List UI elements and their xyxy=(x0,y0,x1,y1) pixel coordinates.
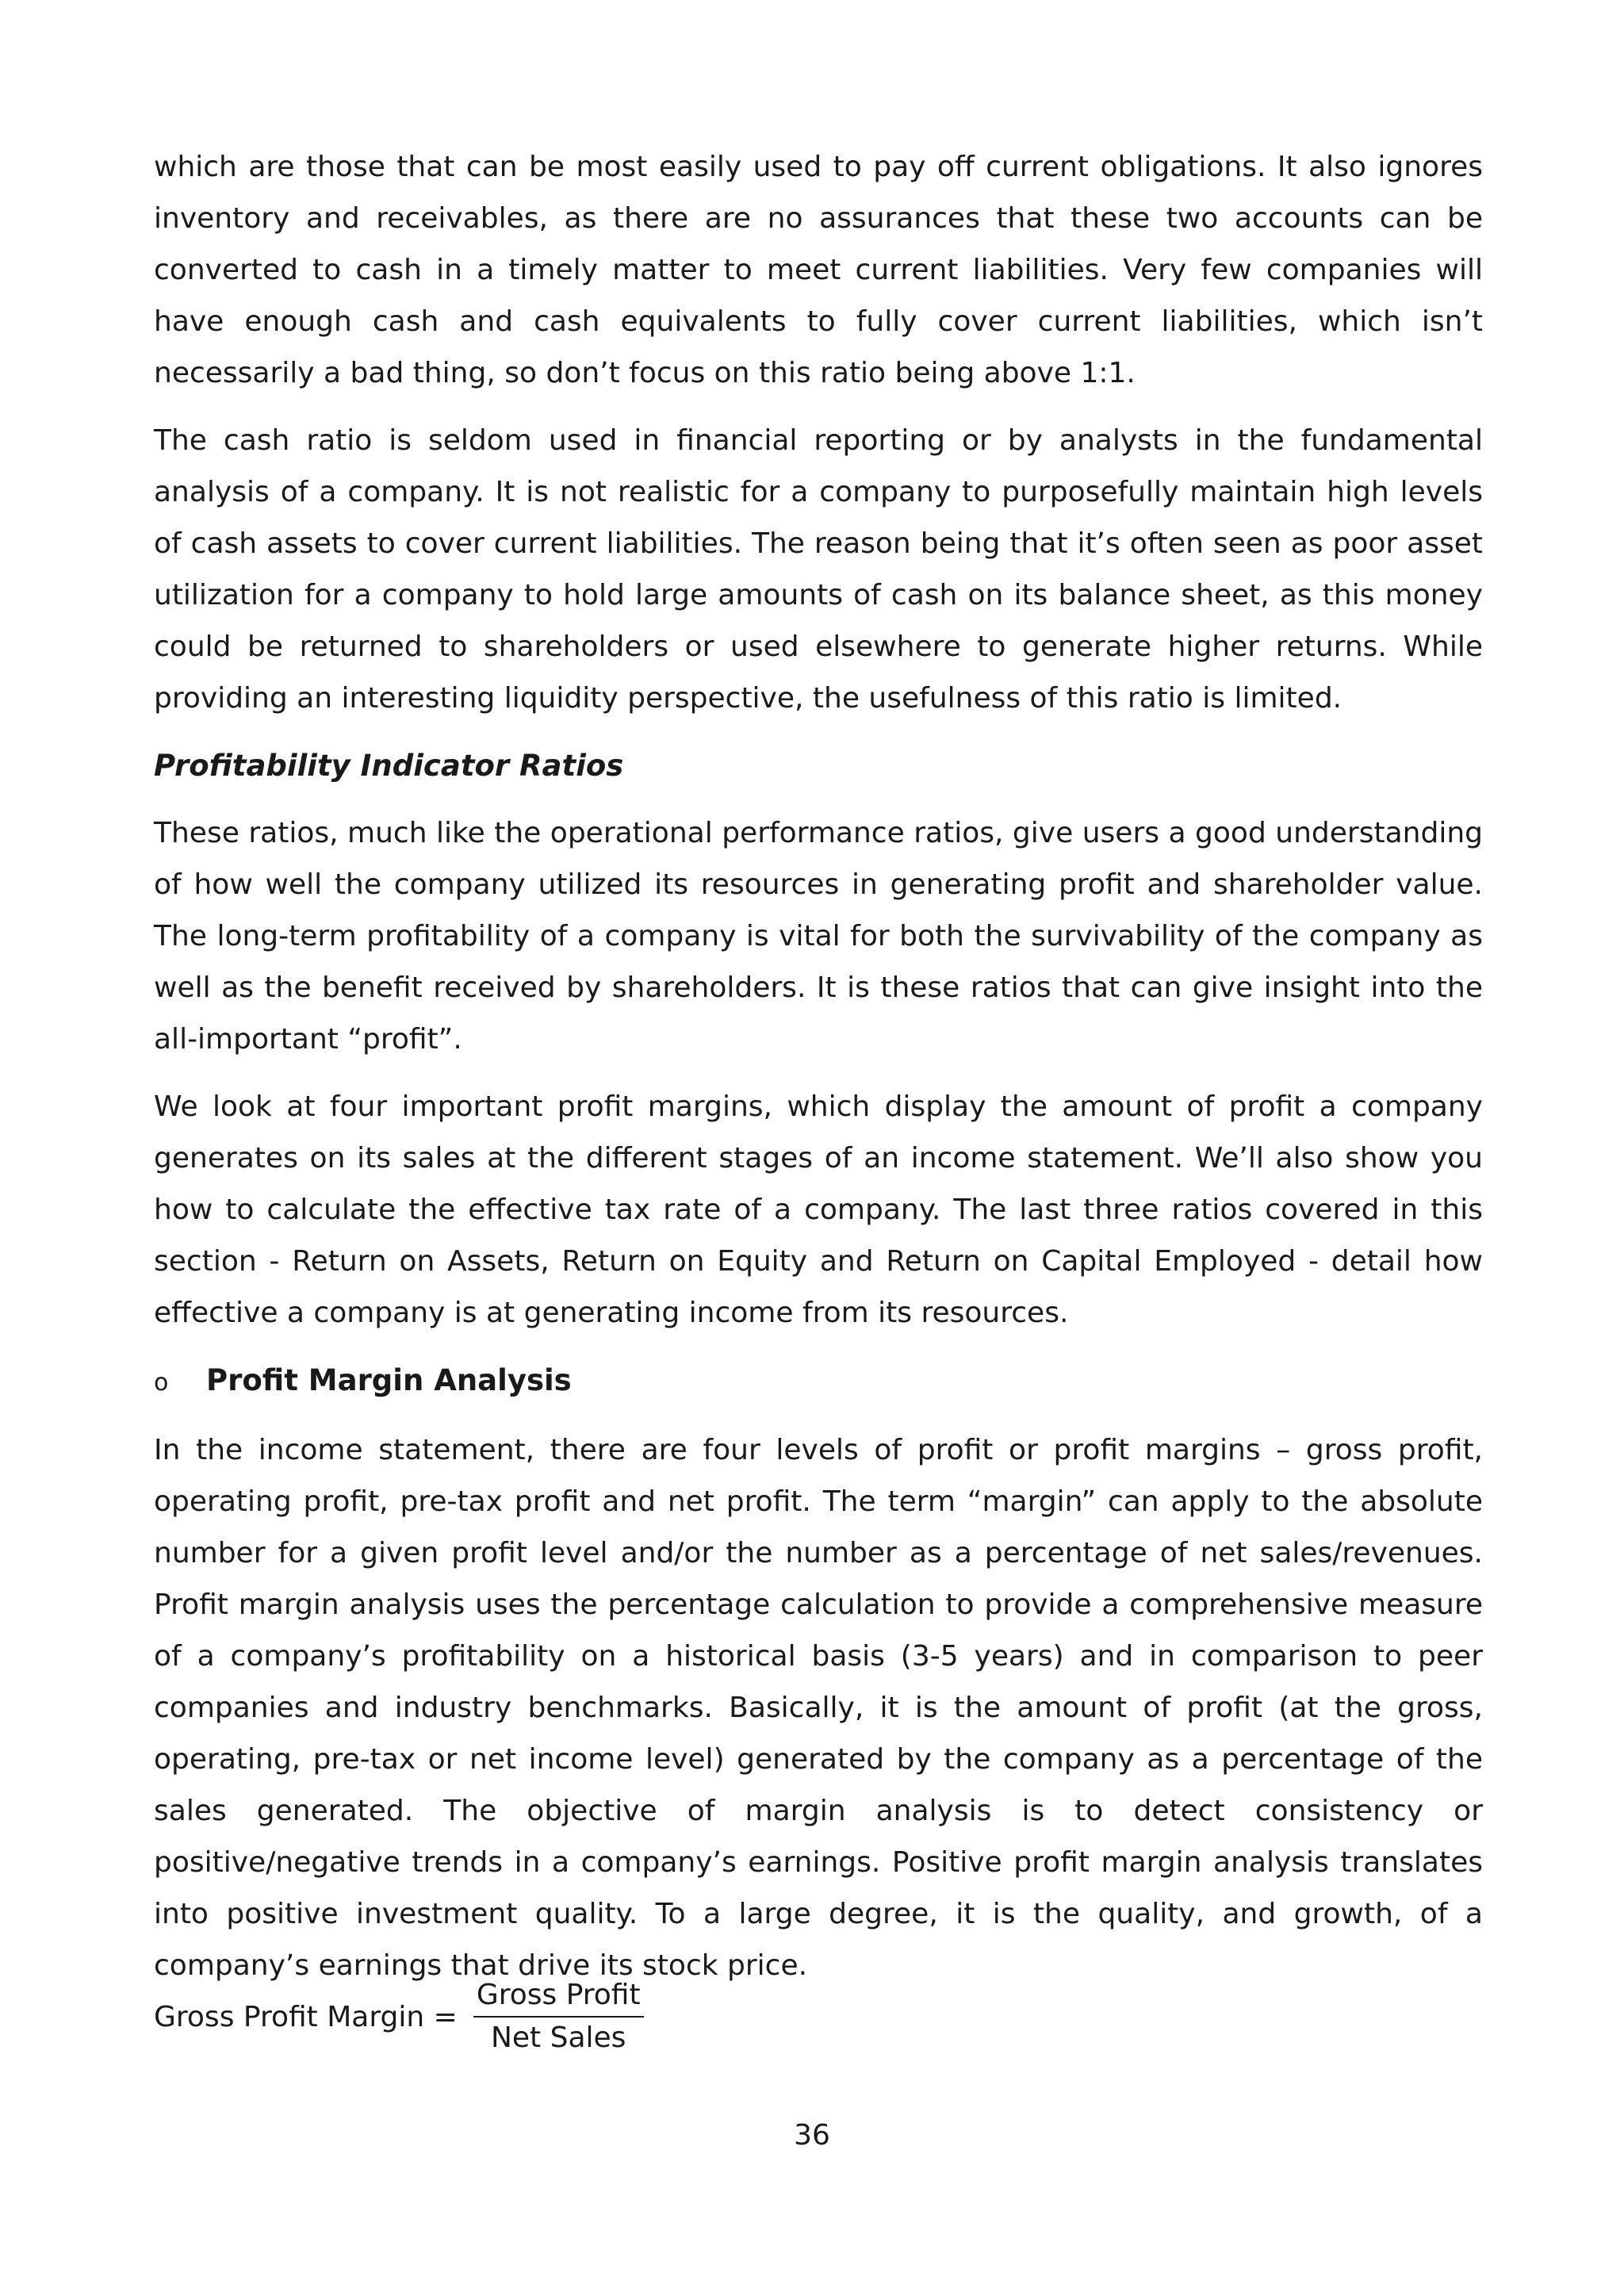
bullet-heading-profit-margin-analysis xyxy=(154,1355,1483,1408)
formula-fraction xyxy=(473,1978,644,2056)
document-body xyxy=(154,141,1483,2007)
paragraph-profit-margins-overview: We look at four important profit margins, which display the amount of profit a company generates on its sales at the different stages of an income statement. We’ll also show you how to calculate the effective tax rate of a company. The last three ratios covered in this section - Return on Assets, Return on Equity and Return on Capital Employed - detail how effective a company is at generating income from its resources. xyxy=(154,1090,1483,1329)
formula-gross-profit-margin xyxy=(154,1978,644,2056)
bullet-heading-text: Profit Margin Analysis xyxy=(206,1363,572,1397)
page-number: 36 xyxy=(794,2119,830,2152)
section-heading-profitability: Profitability Indicator Ratios xyxy=(154,749,624,783)
paragraph-cash-ratio-usage: The cash ratio is seldom used in financial reporting or by analysts in the fundamental analysis of a company. It is not realistic for a company to purposefully maintain high levels of cash assets to cover current liabilities. The reason being that it’s often seen as poor asset utilization for a company to hold large amounts of cash on its balance sheet, as this money could be returned to shareholders or used elsewhere to generate higher returns. While providing an interesting liquidity perspective, the usefulness of this ratio is limited. xyxy=(154,424,1483,715)
formula-denominator: Net Sales xyxy=(490,2021,626,2054)
paragraph-profit-margin-analysis: In the income statement, there are four levels of profit or profit margins – gross profit, operating profit, pre-tax profit and net profit. The term “margin” can apply to the absolute number for a given profit level and/or the number as a percentage of net sales/revenues. Profit margin analysis uses the percentage calculation to provide a comprehensive measure of a company’s profitability on a historical basis (3-5 years) and in comparison to peer companies and industry benchmarks. Basically, it is the amount of profit (at the gross, operating, pre-tax or net income level) generated by the company as a percentage of the sales generated. The objective of margin analysis is to detect consistency or positive/negative trends in a company’s earnings. Positive profit margin analysis translates into positive investment quality. To a large degree, it is the quality, and growth, of a company’s earnings that drive its stock price. xyxy=(154,1434,1483,1982)
formula-numerator: Gross Profit xyxy=(473,1978,644,2018)
paragraph-profitability-intro: These ratios, much like the operational performance ratios, give users a good understanding of how well the company utilized its resources in generating profit and shareholder value. The long-term profitability of a company is vital for both the survivability of the company as well as the benefit received by shareholders. It is these ratios that can give insight into the all-important “profit”. xyxy=(154,817,1483,1056)
formula-lhs: Gross Profit Margin = xyxy=(154,2000,458,2033)
paragraph-cash-ratio-intro: which are those that can be most easily used to pay off current obligations. It also ignores inventory and receivables, as there are no assurances that these two accounts can be converted to cash in a timely matter to meet current liabilities. Very few companies will have enough cash and cash equivalents to fully cover current liabilities, which isn’t necessarily a bad thing, so don’t focus on this ratio being above 1:1. xyxy=(154,151,1483,389)
bullet-icon: o xyxy=(154,1369,169,1397)
